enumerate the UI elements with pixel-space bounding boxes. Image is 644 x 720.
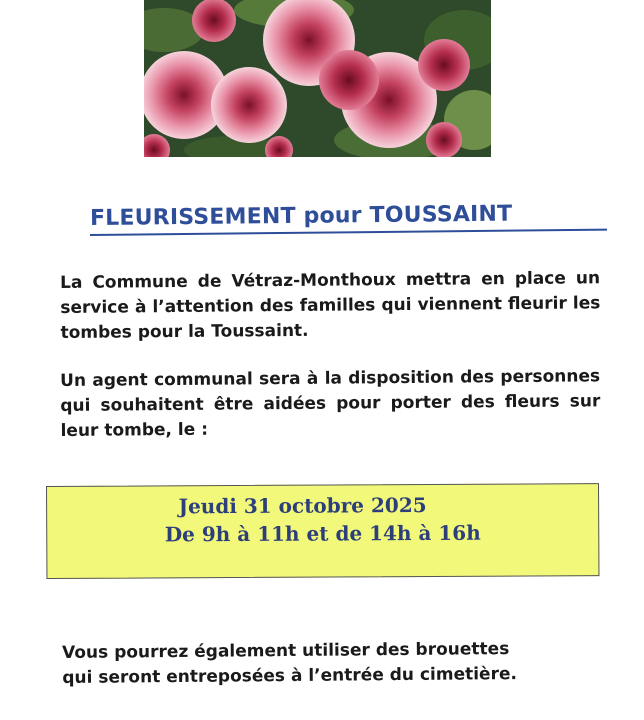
wheelbarrow-line-2: qui seront entreposées à l’entrée du cimetière.: [62, 664, 518, 688]
wheelbarrow-line-1: Vous pourrez également utiliser des brouettes: [62, 639, 510, 663]
event-hours: De 9h à 11h et de 14h à 16h: [164, 520, 481, 547]
intro-paragraph: La Commune de Vétraz-Monthoux mettra en place un service à l’attention des familles qui viennent fleurir les tombes pour la Toussaint.: [60, 268, 601, 343]
agent-paragraph: Un agent communal sera à la disposition des personnes qui souhaitent être aidées pour porter des fleurs sur leur tombe, le :: [60, 366, 601, 441]
chrysanthemum-image: [144, 0, 491, 157]
flowers-photo: [144, 0, 491, 157]
wheelbarrow-paragraph: [62, 636, 597, 691]
event-date: Jeudi 31 octobre 2025: [178, 493, 427, 519]
page-title: FLEURISSEMENT pour TOUSSAINT: [89, 201, 513, 231]
date-highlight-box: [46, 483, 599, 579]
